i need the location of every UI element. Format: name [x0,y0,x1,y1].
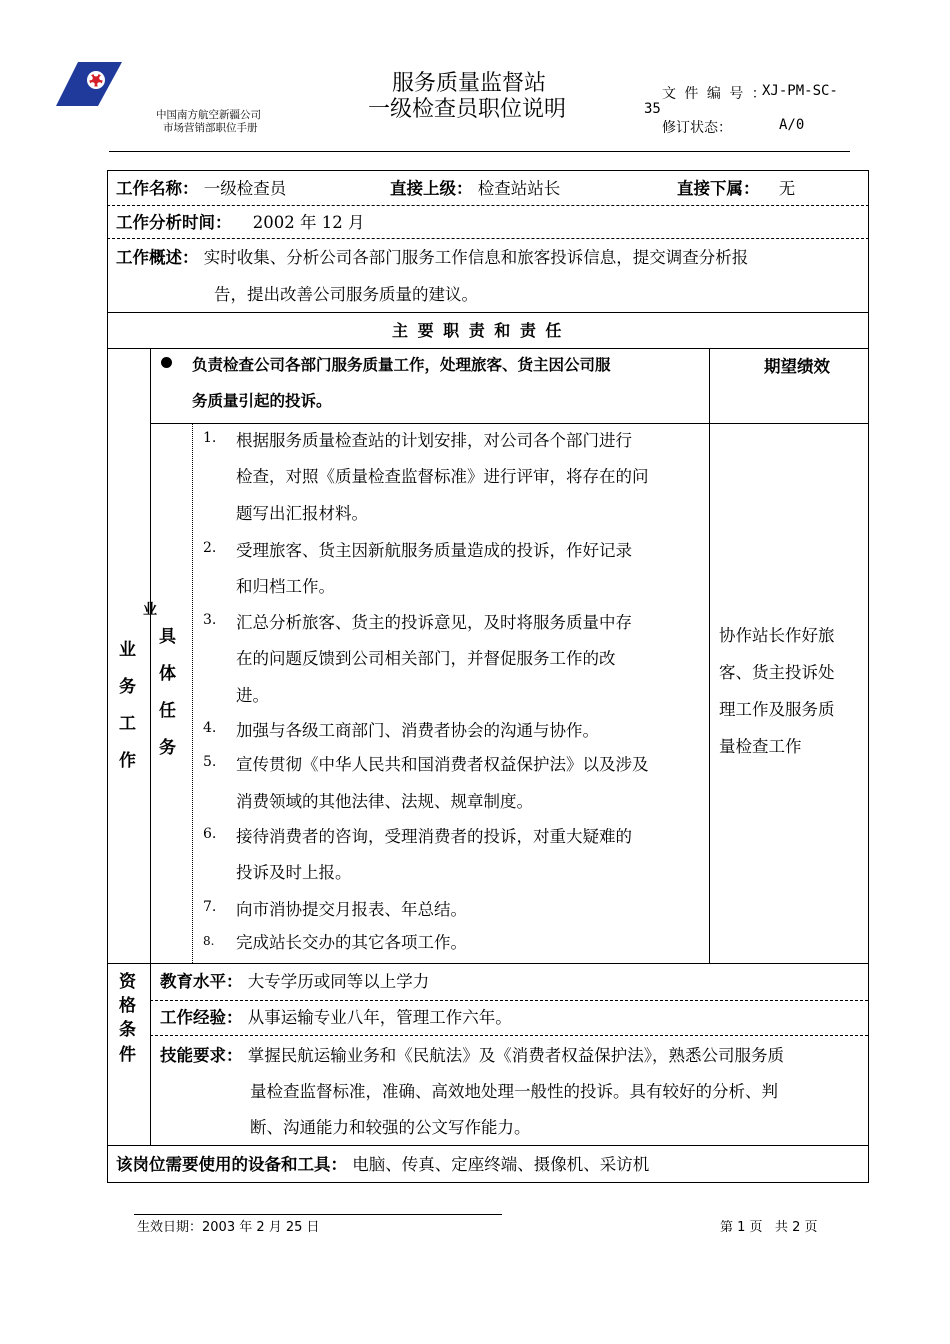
task-text: 题写出汇报材料。 [236,504,368,523]
task-text: 完成站长交办的其它各项工作。 [236,933,467,952]
task-text: 在的问题反馈到公司相关部门，并督促服务工作的改 [236,649,616,668]
expected-performance-header: 期望绩效 [764,357,830,376]
task-text: 消费领域的其他法律、法规、规章制度。 [236,792,533,811]
job-name-label: 工作名称 [116,179,182,198]
handbook-name: 市场营销部职位手册 [163,122,258,134]
main-duty-line1: 负责检查公司各部门服务质量工作，处理旅客、货主因公司服 [192,356,611,374]
job-name-field: 工作名称： 一级检查员 [116,179,287,198]
education-label: 教育水平 [160,972,226,991]
experience-value: 从事运输专业八年，管理工作六年。 [247,1008,512,1027]
doc-title-line2: 一级检查员职位说明 [368,97,567,122]
revision-label: 修订状态： [662,120,732,136]
header-rule [109,151,850,152]
logo-graphic [56,60,126,108]
business-extra-char: 业 [143,602,157,618]
doc-number-suffix: 35 [644,101,661,117]
doc-number-label: 文 件 编 号 ： [662,86,766,102]
job-name-value: 一级检查员 [203,179,287,198]
bullet-icon [161,357,172,368]
subordinate-value: 无 [778,179,796,198]
task-number: 4. [203,720,217,736]
effective-date: 生效日期：2003 年 2 月 25 日 [137,1220,320,1235]
overview-line2: 告，提出改善公司服务质量的建议。 [214,285,478,304]
education-value: 大专学历或同等以上学力 [247,972,430,991]
task-number: 8. [203,934,215,948]
task-text: 宣传贯彻《中华人民共和国消费者权益保护法》以及涉及 [236,755,649,774]
experience-field: 工作经验： 从事运输专业八年，管理工作六年。 [160,1008,512,1027]
task-text: 加强与各级工商部门、消费者协会的沟通与协作。 [236,721,599,740]
main-duty-line2: 务质量引起的投诉。 [192,392,332,410]
task-number: 5. [203,754,217,770]
skills-line1: 掌握民航运输业务和《民航法》及《消费者权益保护法》，熟悉公司服务质 [247,1046,784,1065]
task-number: 1. [203,430,217,446]
task-text: 检查，对照《质量检查监督标准》进行评审，将存在的问 [236,467,649,486]
analysis-time-label: 工作分析时间 [116,213,215,232]
superior-field: 直接上级： 检查站站长 [390,179,561,198]
duties-section-title: 主 要 职 责 和 责 任 [392,321,564,340]
doc-title-line1: 服务质量监督站 [392,71,547,96]
task-text: 受理旅客、货主因新航服务质量造成的投诉，作好记录 [236,541,632,560]
equipment-field: 该岗位需要使用的设备和工具： 电脑、传真、定座终端、摄像机、采访机 [116,1155,650,1174]
task-number: 2. [203,540,217,556]
analysis-time-value: 2002 年 12 月 [252,213,365,232]
revision-value: A/0 [779,117,805,133]
education-field: 教育水平： 大专学历或同等以上学力 [160,972,430,991]
skills-line2: 量检查监督标准，准确、高效地处理一般性的投诉。具有较好的分析、判 [250,1082,778,1101]
overview-label: 工作概述 [116,248,182,267]
equipment-label: 该岗位需要使用的设备和工具 [116,1155,331,1174]
task-number: 7. [203,899,217,915]
skills-field: 技能要求： 掌握民航运输业务和《民航法》及《消费者权益保护法》，熟悉公司服务质 [160,1046,784,1065]
task-text: 投诉及时上报。 [236,863,352,882]
skills-line3: 断、沟通能力和较强的公文写作能力。 [250,1118,531,1137]
task-text: 向市消协提交月报表、年总结。 [236,900,467,919]
footer-rule [134,1214,502,1215]
subordinate-label: 直接下属 [677,179,743,198]
overview-line1: 实时收集、分析公司各部门服务工作信息和旅客投诉信息，提交调查分析报 [203,248,749,267]
experience-label: 工作经验 [160,1008,226,1027]
company-name: 中国南方航空新疆公司 [156,109,261,121]
analysis-time-field: 工作分析时间： 2002 年 12 月 [116,213,365,232]
task-number: 6. [203,826,217,842]
superior-value: 检查站站长 [477,179,561,198]
task-text: 根据服务质量检查站的计划安排，对公司各个部门进行 [236,431,632,450]
task-text: 接待消费者的咨询，受理消费者的投诉，对重大疑难的 [236,827,632,846]
task-text: 和归档工作。 [236,577,335,596]
subordinate-field: 直接下属： 无 [677,179,796,198]
task-text: 进。 [236,686,269,705]
doc-number-value: XJ-PM-SC- [762,83,838,99]
skills-label: 技能要求 [160,1046,226,1065]
task-number: 3. [203,612,217,628]
superior-label: 直接上级 [390,179,456,198]
overview-field: 工作概述： 实时收集、分析公司各部门服务工作信息和旅客投诉信息，提交调查分析报 [116,248,749,267]
equipment-value: 电脑、传真、定座终端、摄像机、采访机 [352,1155,650,1174]
company-logo [56,60,126,108]
page-info: 第 1 页 共 2 页 [720,1220,818,1235]
task-text: 汇总分析旅客、货主的投诉意见，及时将服务质量中存 [236,613,632,632]
